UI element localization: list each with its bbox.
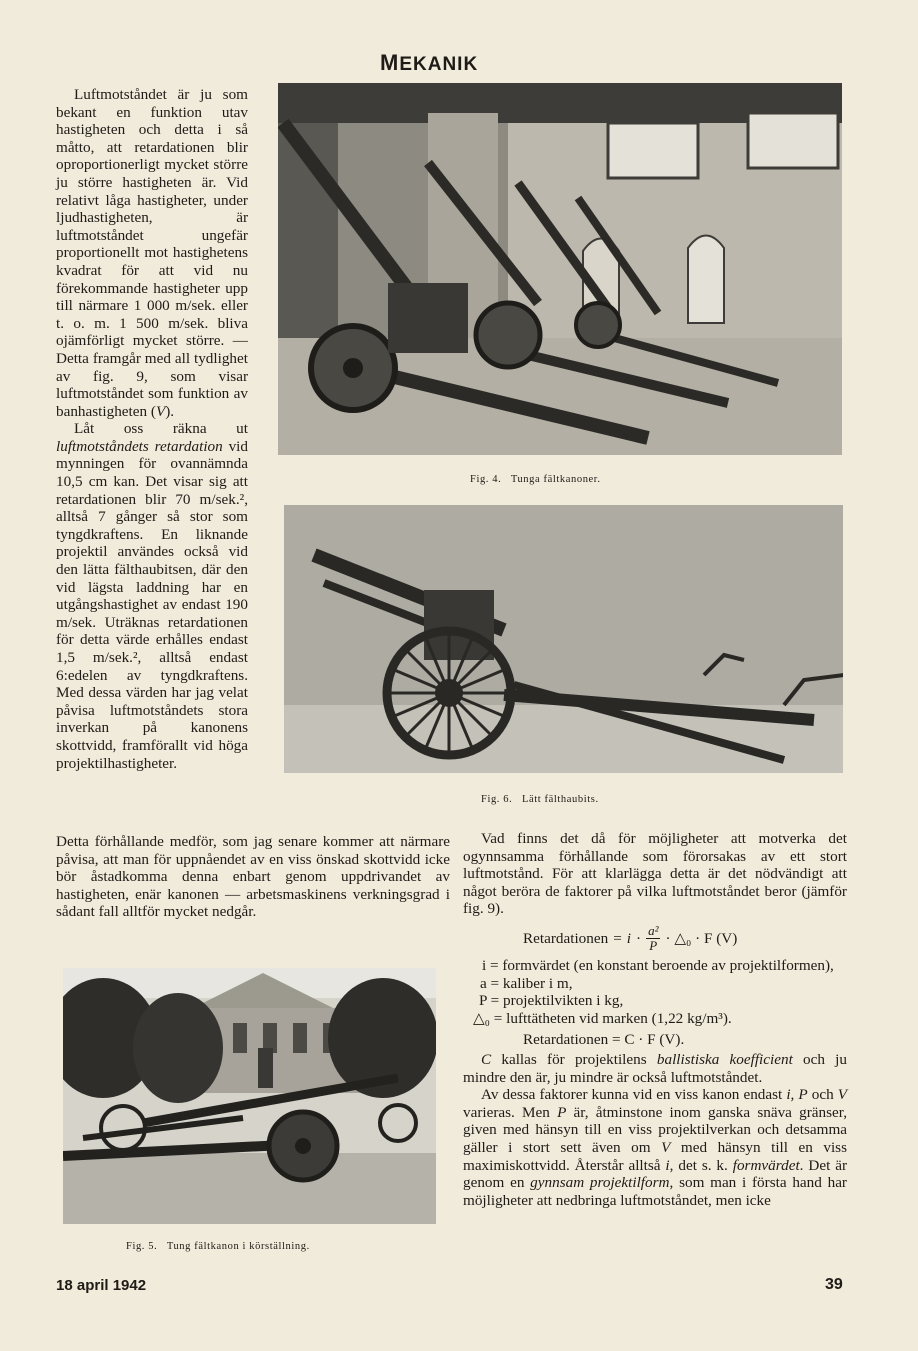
- fig4-caption: Fig. 4. Tunga fältkanoner.: [470, 474, 601, 485]
- formula-2: Retardationen = C · F (V).: [523, 1031, 685, 1049]
- footer-date: 18 april 1942: [56, 1277, 147, 1294]
- fig5-caption: Fig. 5. Tung fältkanon i körställning.: [126, 1241, 310, 1252]
- def-i: i = formvärdet (en konstant beroende av projektilformen),: [482, 956, 834, 974]
- fig6-illustration: [284, 505, 843, 773]
- def-delta: △₀ = lufttätheten vid marken (1,22 kg/m³).: [473, 1009, 732, 1027]
- def-p: P = projektilvikten i kg,: [479, 992, 624, 1010]
- page-number: 39: [825, 1276, 843, 1293]
- continued-paragraph: Detta förhållande medför, som jag senare kommer att närmare påvisa, att man för uppnåendet av en viss önskad skottvidd icke bör åstadkomma denna enbart genom uppdrivandet av hastigheten, enär kanonen — arbetsmaskinens verkningsgrad i sådant fall alltför mycket nedgår.: [56, 833, 450, 921]
- right-paragraph-1: Vad finns det då för möjligheter att motverka det ogynnsamma förhållande som förorsakas av ett stort luftmotstånd. För att klarlägga detta är det nödvändigt att något beröra de faktorer på vilka luftmotståndet beror (jämför fig. 9).: [463, 830, 847, 918]
- fig4-photo: [278, 83, 842, 455]
- def-a: a = kaliber i m,: [480, 974, 573, 992]
- fig4-illustration: [278, 83, 842, 455]
- fig5-photo: [63, 968, 436, 1224]
- fig5-illustration: [63, 968, 436, 1224]
- fig6-photo: [284, 505, 843, 773]
- section-header: MEKANIK: [380, 50, 479, 75]
- formula-retardation: Retardationen = i · a² P · △₀ · F (V): [523, 922, 738, 953]
- fig6-caption: Fig. 6. Lätt fälthaubits.: [481, 794, 599, 805]
- left-column-text: Luftmotståndet är ju som bekant en funktion utav hastigheten och detta i så måtto, att retardationen blir oproportionerligt mycket större ju större hastigheten är. Vid relativt låga hastigheter, under ljudhastigheten, är luftmotståndet ungefär proportionellt mot hastighetens kvadrat för att vid nu förekommande hastigheter upp till närmare 1 000 m/sek. eller t. o. m. 1 500 m/sek. bliva ojämförligt mycket större. — Detta framgår med all tydlighet av fig. 9, som visar luftmotståndet som funktion av banhastigheten (V). Låt oss räkna ut luftmotståndets retardation vid mynningen för ovannämnda 10,5 cm kan. Det visar sig att retardationen blir 70 m/sek.², alltså 7 gånger så stor som tyngdkraftens. En liknande projektil användes också vid den lätta fälthaubitsen, där den vid lägsta laddning har en utgångshastighet av endast 190 m/sek. Uträknas retardationen för detta värde erhålles endast 1,5 m/sek.², alltså endast 6:edelen av tyngdkraftens. Med dessa värden har jag velat påvisa luftmotståndets stora inverkan på kanonens skottvidd, framförallt vid höga projektilhastigheter.: [56, 86, 248, 772]
- right-column-text: Vad finns det då för möjligheter att motverka det ogynnsamma förhållande som förorsakas av ett stort luftmotstånd. För att klarlägga detta är det nödvändigt att något beröra de faktorer på vilka luftmotståndet beror (jämför fig. 9). Retardationen = i · a² P · △₀ · F (V) i = formvärdet (en konstant beroende av projektilformen), a = kaliber i m, P = projektilvikten i kg, △₀ = lufttätheten vid marken (1,22 kg/m³). Retardationen = C · F (V). C kallas för projektilens ballistiska koefficient och ju mindre den är, ju mindre är också luftmotståndet. Av dessa faktorer kunna vid en viss kanon endast i, P och V varieras. Men P är, åtminstone inom ganska snäva gränser, given med hänsyn till en viss projektilverkan och detsamma gäller i stort sett även om V med hänsyn till en viss maximiskottvidd. Återstår alltså i, det s. k. formvärdet. Det är genom en gynnsam projektilform, som man i första hand har möjligheter att nedbringa luftmotståndet, men icke: [463, 830, 848, 1209]
